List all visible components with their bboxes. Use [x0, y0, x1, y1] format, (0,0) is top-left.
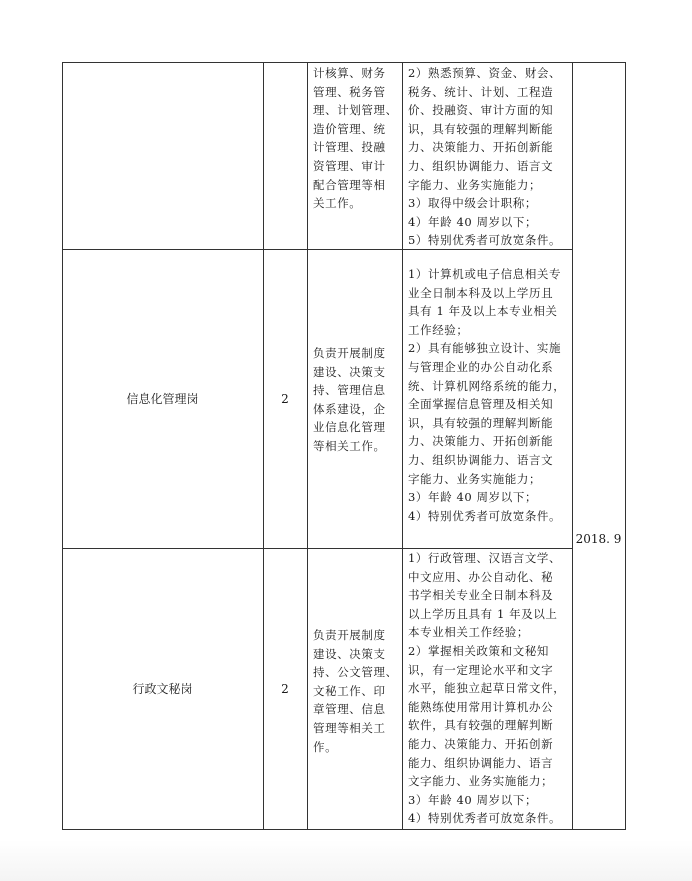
- page-bottom-shade: [0, 840, 692, 881]
- table-border-right: [625, 62, 626, 830]
- job-table: [62, 62, 626, 830]
- row-2-count: 2: [281, 391, 289, 406]
- row-2-requirements: 1）计算机或电子信息相关专 业全日制本科及以上学历且 具有 1 年及以上本专业相关 工作经验； 2）具有能够独立设计、实施 与管理企业的办公自动化系 统、计算机网络系统的能力， 全面掌握信息管理及相关知 识，具有较强的理解判断能 力、决策能力、开拓创新能 力、组织协调能力、语言文 字能力、业务实施能力； 3）年龄 40 周岁以下； 4）特别优秀者可放宽条件。: [408, 267, 566, 523]
- table-divider-3: [402, 62, 403, 830]
- row-3-count: 2: [281, 681, 289, 696]
- table-border-bottom: [62, 829, 626, 830]
- table-border-top: [62, 62, 626, 63]
- row-3-duties: 负责开展制度 建设、决策支 持、公文管理、 文秘工作、印 章管理、信息 管理等相关工 作。: [313, 628, 398, 754]
- row-2-duties: 负责开展制度 建设、决策支 持、管理信息 体系建设，企 业信息化管理 等相关工作。: [313, 346, 386, 453]
- table-divider-2: [307, 62, 308, 830]
- row-3-position: 行政文秘岗: [132, 682, 193, 696]
- row-2-position: 信息化管理岗: [126, 392, 199, 406]
- row-3-requirements: 1）行政管理、汉语言文学、 中文应用、办公自动化、秘 书学相关专业全日制本科及 以上学历且具有 1 年及以上 本专业相关工作经验； 2）掌握相关政策和文秘知 识，有一定理论水平和文字 水平，能独立起草日常文件， 能熟练使用常用计算机办公 软件，具有较强的理解判断 能力、决策能力、开拓创新 能力、组织协调能力、语言 文字能力、业务实施能力； 3）年龄 40 周岁以下； 4）特别优秀者可放宽条件。: [408, 551, 566, 826]
- deadline-date: 2018. 9: [575, 532, 622, 546]
- row-1-requirements: 2）熟悉预算、资金、财会、 税务、统计、计划、工程造 价、投融资、审计方面的知 识，具有较强的理解判断能 力、决策能力、开拓创新能 力、组织协调能力、语言文 字能力、业务实施能力； 3）取得中级会计职称； 4）年龄 40 周岁以下； 5）特别优秀者可放宽条件。: [408, 66, 562, 248]
- row-1-duties: 计核算、财务 管理、税务管 理、计划管理、 造价管理、统 计管理、投融 资管理、审计 配合管理等相 关工作。: [313, 66, 398, 211]
